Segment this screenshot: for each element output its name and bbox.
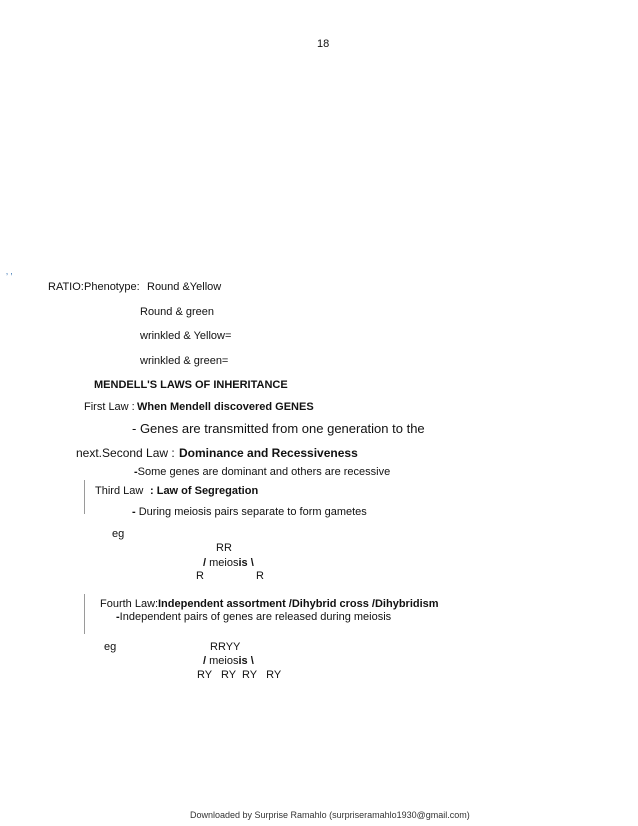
third-law-meiosis-text-bold: is <box>238 557 248 569</box>
first-law-title: When Mendell discovered GENES <box>137 401 314 413</box>
third-law-backslash: \ <box>250 557 254 569</box>
change-bar-fourth-law <box>84 594 85 634</box>
fourth-law-parent-genotype: RRYY <box>210 641 241 653</box>
second-law-label: next.Second Law : <box>76 446 175 460</box>
download-footer: Downloaded by Surprise Ramahlo (surpriseramahlo1930@gmail.com) <box>190 810 470 820</box>
ratio-item-round-yellow: Round &Yellow <box>147 281 222 293</box>
third-law-slash: / <box>203 557 207 569</box>
margin-tick-mark: ‚ ‚ <box>6 266 13 276</box>
third-law-example-label: eg <box>112 528 125 540</box>
fourth-law-meiosis-arrows <box>203 655 254 668</box>
third-law-description-text: During meiosis pairs separate to form gametes <box>138 506 367 518</box>
second-law-description-text: Some genes are dominant and others are recessive <box>137 466 391 478</box>
fourth-law-description-text: Independent pairs of genes are released during meiosis <box>119 611 392 623</box>
third-law-description <box>132 506 367 519</box>
fourth-law-label: Fourth Law: <box>100 598 159 610</box>
third-law-label: Third Law <box>95 485 144 497</box>
fourth-law-dash: - <box>116 611 120 623</box>
section-heading: MENDELL'S LAWS OF INHERITANCE <box>94 379 288 391</box>
fourth-law-gametes: RY RY RY RY <box>197 669 282 681</box>
fourth-law-backslash: \ <box>250 655 254 667</box>
second-law-dash: - <box>134 466 138 478</box>
fourth-law-title: Independent assortment /Dihybrid cross /Dihybridism <box>158 598 439 610</box>
ratio-item-round-green: Round & green <box>140 306 214 318</box>
third-law-parent-genotype: RR <box>216 542 232 554</box>
first-law-description: - Genes are transmitted from one generation to the <box>132 421 425 436</box>
third-law-dash: - <box>132 506 136 518</box>
second-law-title: Dominance and Recessiveness <box>179 446 358 460</box>
ratio-item-wrinkled-yellow: wrinkled & Yellow= <box>140 330 232 342</box>
third-law-title: : Law of Segregation <box>150 485 259 497</box>
ratio-item-wrinkled-green: wrinkled & green= <box>140 355 229 367</box>
ratio-label: RATIO: <box>48 281 84 293</box>
fourth-law-slash: / <box>203 655 207 667</box>
third-law-gamete-left: R <box>196 570 204 582</box>
third-law-meiosis-text: meios <box>209 557 239 569</box>
fourth-law-meiosis-text: meios <box>209 655 239 667</box>
fourth-law-description <box>116 611 391 624</box>
fourth-law-example-label: eg <box>104 641 117 653</box>
phenotype-label: Phenotype: <box>84 281 140 293</box>
second-law-description <box>134 466 390 479</box>
change-bar-third-law <box>84 480 85 514</box>
page-number: 18 <box>317 38 330 50</box>
third-law-meiosis-arrows <box>203 557 254 570</box>
third-law-gamete-right: R <box>256 570 264 582</box>
fourth-law-meiosis-text-bold: is <box>238 655 248 667</box>
first-law-label: First Law : <box>84 401 135 413</box>
